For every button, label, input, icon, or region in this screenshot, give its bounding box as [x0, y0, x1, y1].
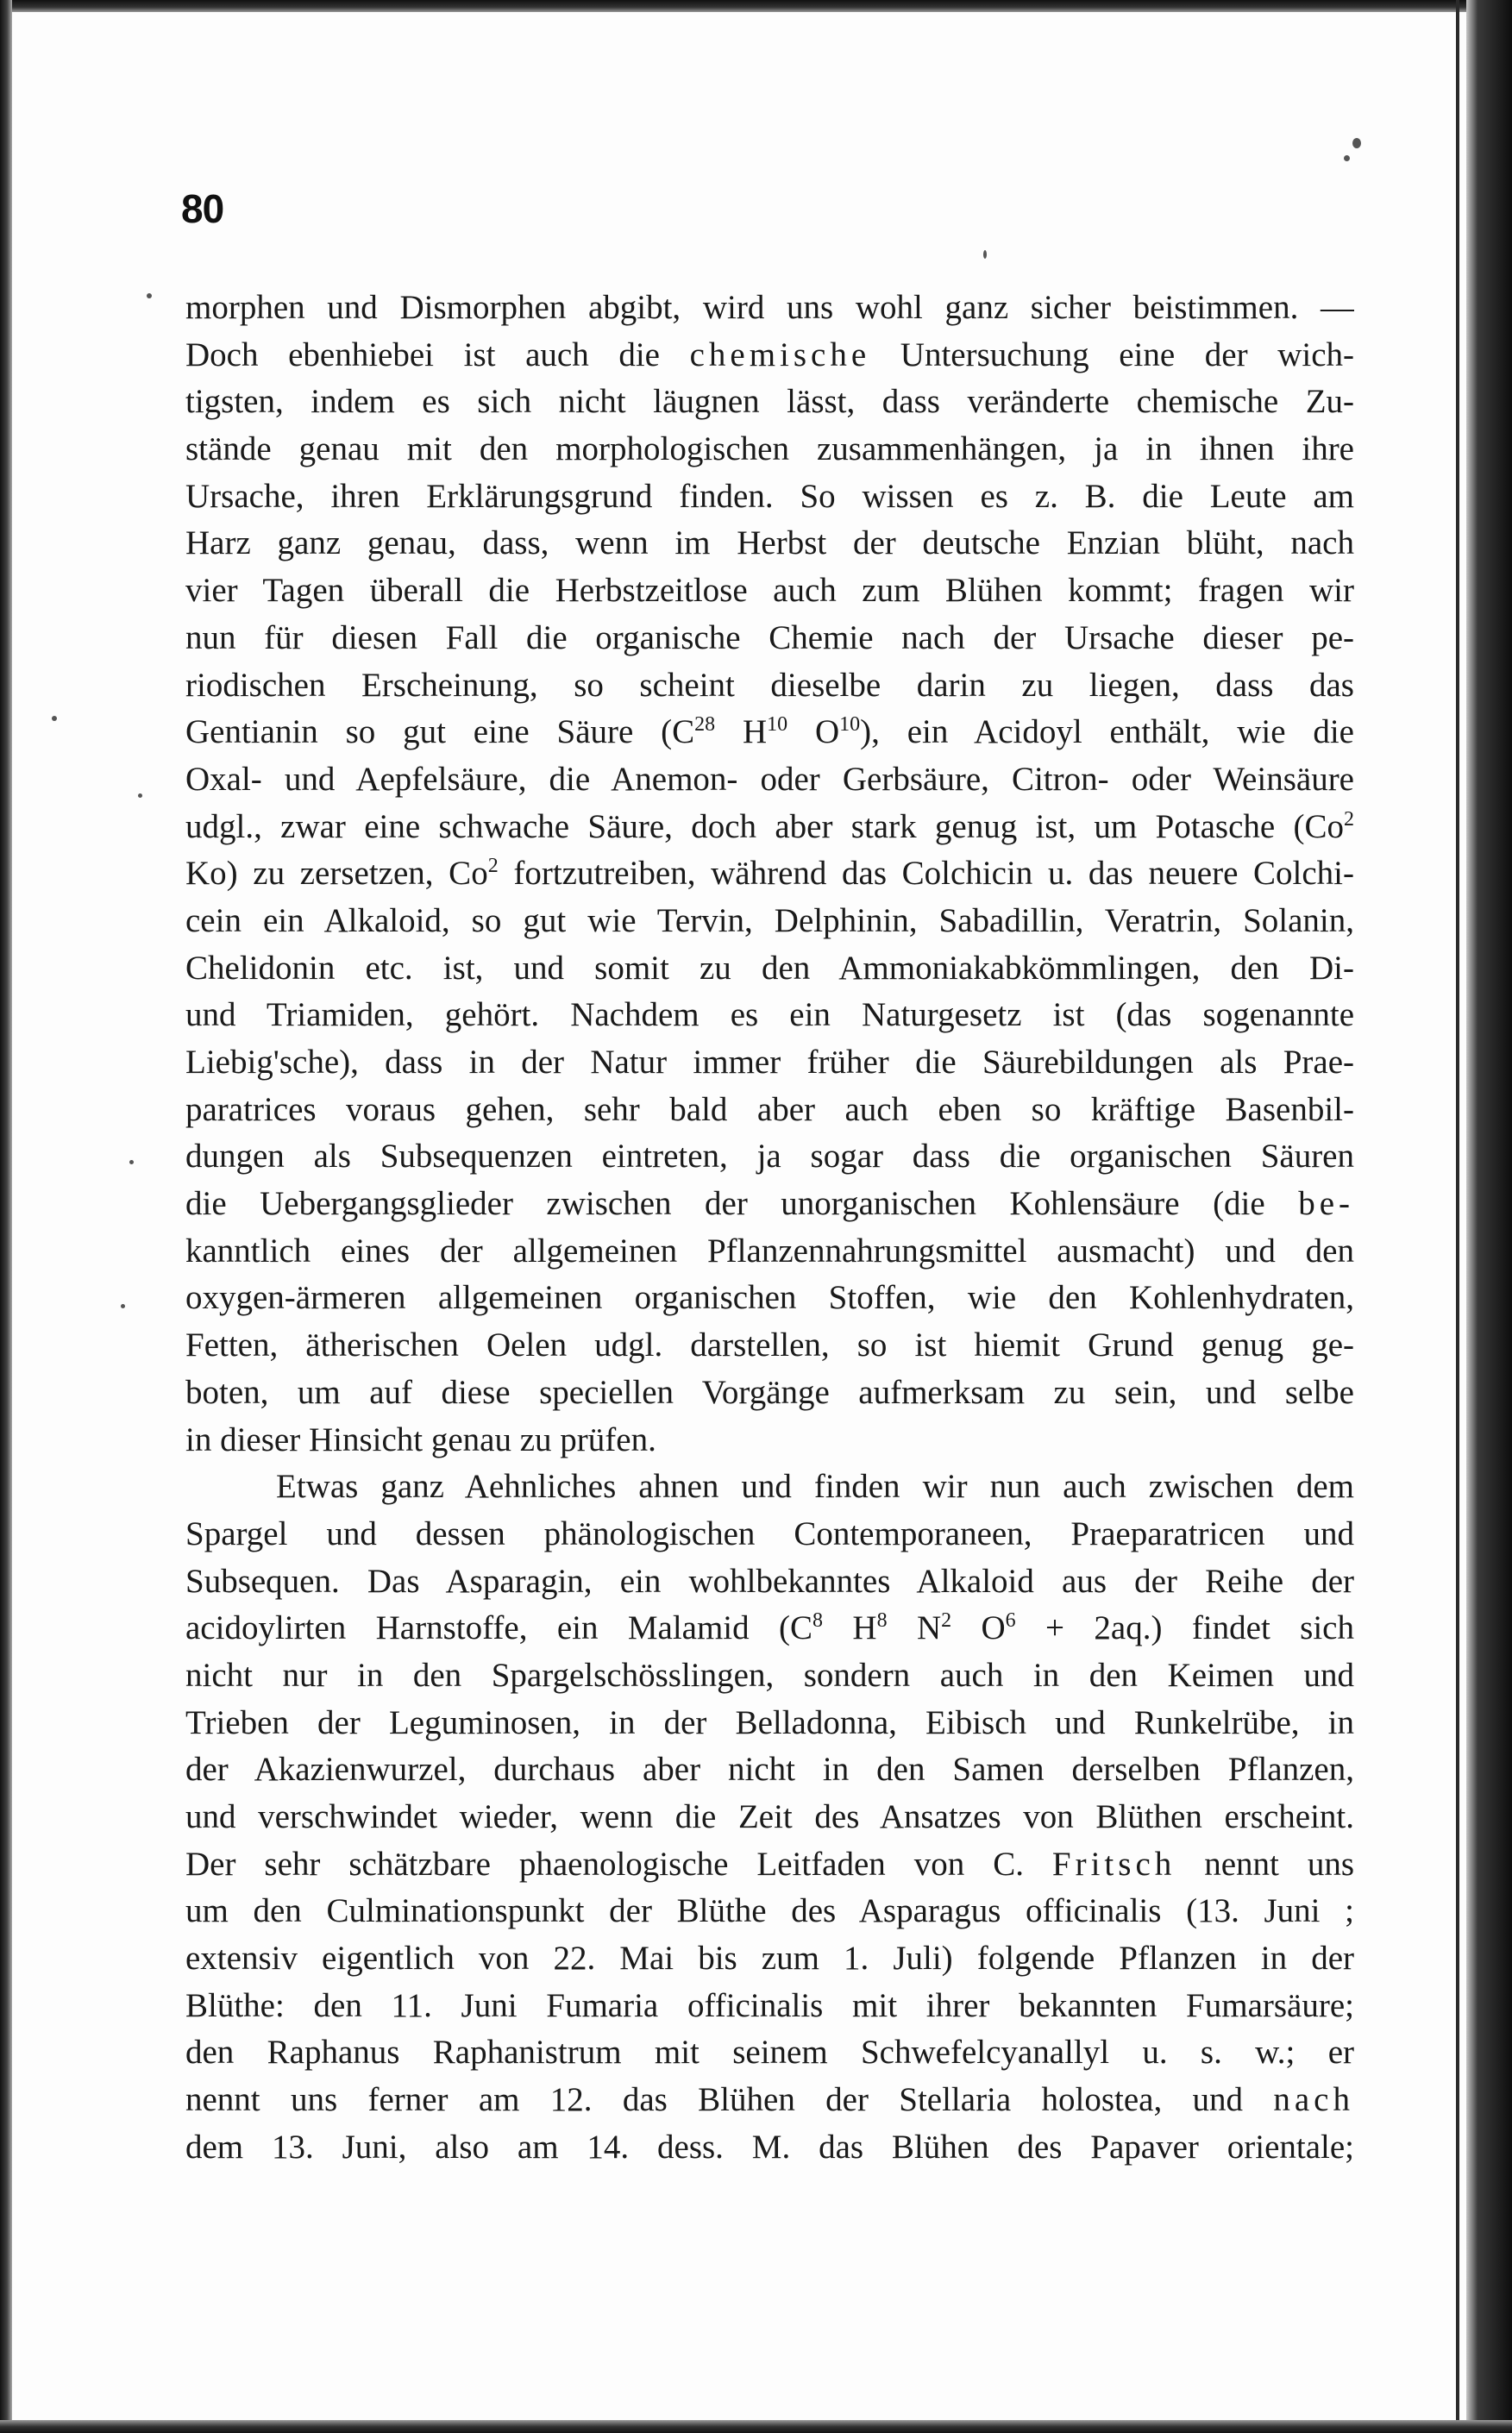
- text-line: cein ein Alkaloid, so gut wie Tervin, Delphinin, Sabadillin, Veratrin, Solanin,: [185, 901, 1354, 939]
- formula-superscript: 2: [487, 855, 499, 878]
- scan-border-right-inner: [1456, 0, 1459, 2433]
- text-span: O: [787, 713, 840, 751]
- text-line: Subsequen. Das Asparagin, ein wohlbekanntes Alkaloid aus der Reihe der: [185, 1562, 1354, 1600]
- text-span: + 2aq.) findet sich: [1015, 1609, 1354, 1647]
- text-line: Oxal- und Aepfelsäure, die Anemon- oder Gerbsäure, Citron- oder Weinsäure: [185, 760, 1354, 798]
- text-line: und Triamiden, gehört. Nachdem es ein Naturgesetz ist (das sogenannte: [185, 996, 1354, 1034]
- scan-speck: [1352, 138, 1361, 148]
- text-span: Doch ebenhiebei ist auch die: [185, 335, 690, 373]
- text-line: stände genau mit den morphologischen zusammenhängen, ja in ihnen ihre: [185, 430, 1354, 468]
- text-line: riodischen Erscheinung, so scheint dieselbe darin zu liegen, dass das: [185, 666, 1354, 704]
- text-line: tigsten, indem es sich nicht läugnen lässt, dass veränderte chemische Zu-: [185, 383, 1354, 421]
- scan-speck: [129, 1160, 134, 1164]
- text-span: nennt uns: [1176, 1845, 1354, 1883]
- page-number: 80: [181, 186, 224, 231]
- formula-superscript: 28: [694, 713, 716, 737]
- text-span: udgl., zwar eine schwache Säure, doch aber stark genug ist, um Potasche (Co: [185, 807, 1344, 845]
- text-span: N: [887, 1609, 942, 1647]
- text-span: nennt uns ferner am 12. das Blühen der Stellaria holostea, und: [185, 2081, 1274, 2119]
- text-line: vier Tagen überall die Herbstzeitlose auch zum Blühen kommt; fragen wir: [185, 572, 1354, 610]
- body-text: [185, 285, 1354, 2172]
- text-span: acidoylirten Harnstoffe, ein Malamid (C: [185, 1609, 813, 1647]
- text-line: morphen und Dismorphen abgibt, wird uns wohl ganz sicher beistimmen. —: [185, 289, 1354, 326]
- text-line: dungen als Subsequenzen eintreten, ja sogar dass die organischen Säuren: [185, 1138, 1354, 1176]
- text-line: dem 13. Juni, also am 14. dess. M. das Blühen des Papaver orientale;: [185, 2128, 1354, 2166]
- text-line: Fetten, ätherischen Oelen udgl. darstellen, so ist hiemit Grund genug ge-: [185, 1326, 1354, 1364]
- text-line: [185, 1181, 1354, 1228]
- paragraph-1: [185, 285, 1354, 1464]
- text-span: fortzutreiben, während das Colchicin u. das neuere Colchi-: [498, 855, 1354, 893]
- text-line: [185, 2077, 1354, 2124]
- emphasized-word: be-: [1298, 1185, 1354, 1223]
- formula-superscript: 10: [767, 713, 788, 737]
- text-line: extensiv eigentlich von 22. Mai bis zum 1. Juli) folgende Pflanzen in der: [185, 1940, 1354, 1978]
- text-line: Harz ganz genau, dass, wenn im Herbst der deutsche Enzian blüht, nach: [185, 524, 1354, 562]
- text-span: Ko) zu zersetzen, Co: [185, 855, 488, 893]
- text-line: boten, um auf diese speciellen Vorgänge aufmerksam zu sein, und selbe: [185, 1373, 1354, 1411]
- formula-superscript: 6: [1005, 1609, 1016, 1633]
- text-line: Spargel und dessen phänologischen Contemporaneen, Praeparatricen und: [185, 1514, 1354, 1552]
- text-line: Liebig'sche), dass in der Natur immer früher die Säurebildungen als Prae-: [185, 1044, 1354, 1081]
- text-line: in dieser Hinsicht genau zu prüfen.: [185, 1420, 656, 1458]
- text-line: der Akazienwurzel, durchaus aber nicht in den Samen derselben Pflanzen,: [185, 1751, 1354, 1789]
- text-span: H: [823, 1609, 877, 1647]
- paragraph-2: [185, 1464, 1354, 2171]
- scan-speck: [52, 716, 57, 721]
- text-line: Etwas ganz Aehnliches ahnen und finden wir nun auch zwischen dem: [276, 1468, 1354, 1506]
- text-line: Ursache, ihren Erklärungsgrund finden. So wissen es z. B. die Leute am: [185, 477, 1354, 515]
- formula-superscript: 8: [876, 1609, 888, 1633]
- scan-speck: [983, 250, 987, 259]
- text-span: Gentianin so gut eine Säure (C: [185, 713, 695, 751]
- text-line: [185, 1841, 1354, 1889]
- scan-speck: [147, 293, 152, 298]
- text-line: und verschwindet wieder, wenn die Zeit des Ansatzes von Blüthen erscheint.: [185, 1798, 1354, 1835]
- text-line: [185, 332, 1354, 379]
- text-line: [185, 804, 1354, 851]
- text-line: kanntlich eines der allgemeinen Pflanzennahrungsmittel ausmacht) und den: [185, 1232, 1354, 1270]
- text-line: paratrices voraus gehen, sehr bald aber auch eben so kräftige Basenbil-: [185, 1090, 1354, 1128]
- text-line: oxygen-ärmeren allgemeinen organischen Stoffen, wie den Kohlenhydraten,: [185, 1279, 1354, 1317]
- text-line: Chelidonin etc. ist, und somit zu den Ammoniakabkömmlingen, den Di-: [185, 949, 1354, 987]
- formula-superscript: 10: [839, 713, 861, 737]
- text-line: nun für diesen Fall die organische Chemie nach der Ursache dieser pe-: [185, 618, 1354, 656]
- scan-border-top: [0, 0, 1512, 12]
- text-span: Untersuchung eine der wich-: [870, 335, 1354, 373]
- text-line: den Raphanus Raphanistrum mit seinem Schwefelcyanallyl u. s. w.; er: [185, 2034, 1354, 2072]
- text-span: ), ein Acidoyl enthält, wie die: [860, 713, 1354, 751]
- formula-superscript: 2: [1344, 807, 1354, 831]
- text-line: [185, 709, 1354, 756]
- text-span: Der sehr schätzbare phaenologische Leitfaden von C.: [185, 1845, 1052, 1883]
- text-span: die Uebergangsglieder zwischen der unorganischen Kohlensäure (die: [185, 1185, 1299, 1223]
- text-line: um den Culminationspunkt der Blüthe des Asparagus officinalis (13. Juni ;: [185, 1892, 1354, 1930]
- text-span: H: [715, 713, 768, 751]
- emphasized-name: Fritsch: [1051, 1845, 1176, 1883]
- scan-speck: [138, 793, 142, 798]
- text-line: Blüthe: den 11. Juni Fumaria officinalis mit ihrer bekannten Fumarsäure;: [185, 1986, 1354, 2024]
- emphasized-word: chemische: [689, 335, 871, 373]
- text-line: Trieben der Leguminosen, in der Belladonna, Eibisch und Runkelrübe, in: [185, 1703, 1354, 1741]
- emphasized-word: nach: [1273, 2081, 1354, 2119]
- formula-superscript: 2: [941, 1609, 952, 1633]
- scan-speck: [121, 1304, 125, 1308]
- scan-border-right: [1466, 0, 1512, 2433]
- text-line: nicht nur in den Spargelschösslingen, sondern auch in den Keimen und: [185, 1656, 1354, 1694]
- scan-speck: [1344, 155, 1350, 161]
- scan-border-bottom: [0, 2420, 1512, 2433]
- text-span: O: [951, 1609, 1006, 1647]
- text-line: [185, 850, 1354, 898]
- scan-border-left: [0, 0, 12, 2433]
- formula-superscript: 8: [812, 1609, 824, 1633]
- text-line: [185, 1605, 1354, 1652]
